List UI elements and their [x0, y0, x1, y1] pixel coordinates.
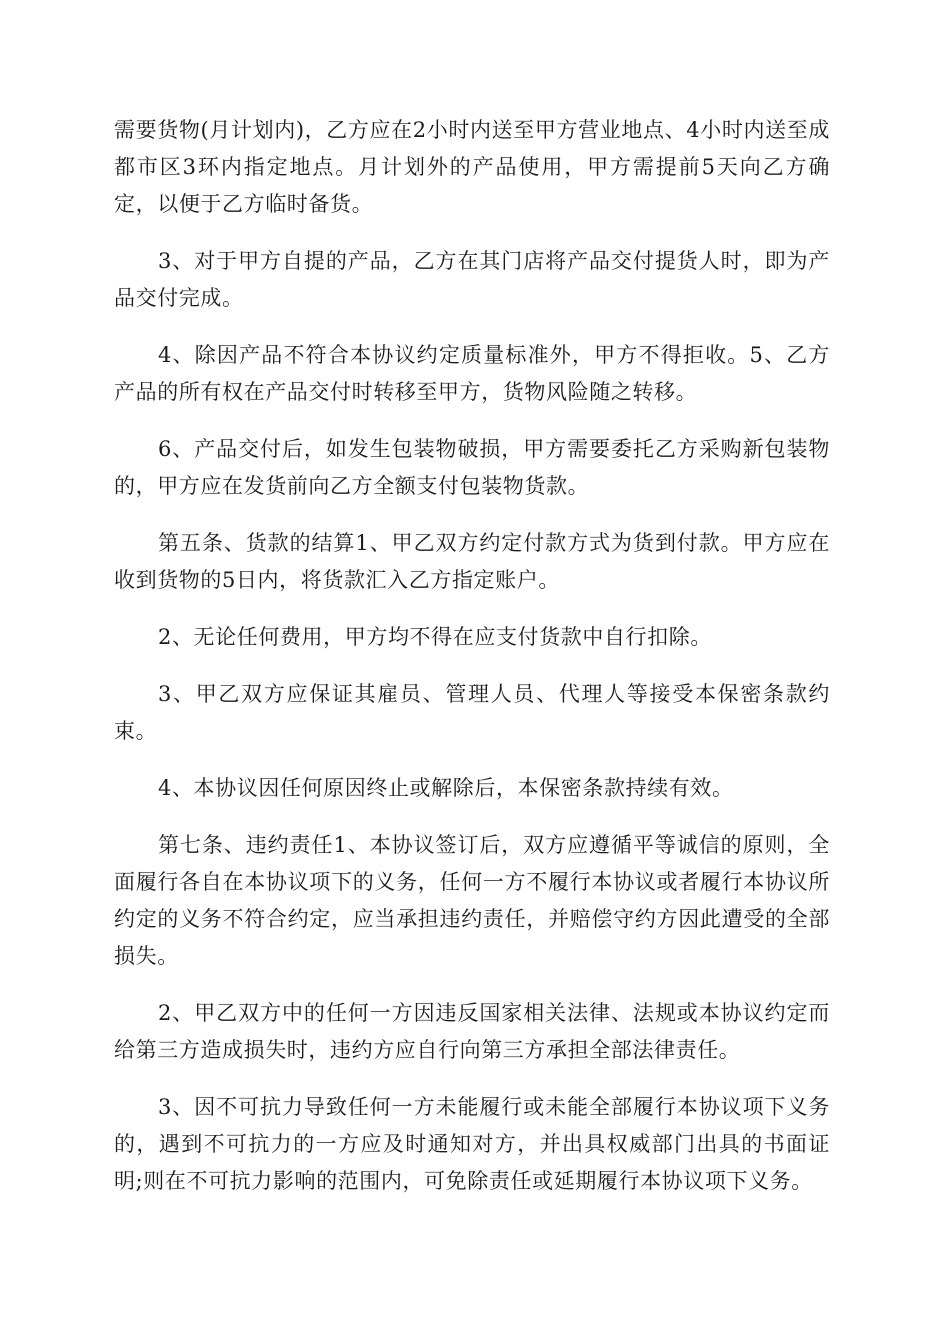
paragraph-1: 需要货物(月计划内)，乙方应在2小时内送至甲方营业地点、4小时内送至成都市区3环内指定地点。月计划外的产品使用，甲方需提前5天向乙方确定，以便于乙方临时备货。: [114, 118, 830, 216]
paragraph-10: 2、甲乙双方中的任何一方因违反国家相关法律、法规或本协议约定而给第三方造成损失时，违约方应自行向第三方承担全部法律责任。: [114, 1001, 830, 1062]
paragraph-8: 4、本协议因任何原因终止或解除后，本保密条款持续有效。: [158, 776, 734, 800]
paragraph-5: 第五条、货款的结算1、甲乙双方约定付款方式为货到付款。甲方应在收到货物的5日内，将货款汇入乙方指定账户。: [114, 531, 830, 592]
paragraph-4: 6、产品交付后，如发生包装物破损，甲方需要委托乙方采购新包装物的，甲方应在发货前向乙方全额支付包装物货款。: [114, 437, 830, 498]
paragraph-11: 3、因不可抗力导致任何一方未能履行或未能全部履行本协议项下义务的，遇到不可抗力的一方应及时通知对方，并出具权威部门出具的书面证明;则在不可抗力影响的范围内，可免除责任或延期履行本协议项下义务。: [114, 1095, 830, 1193]
paragraph-7: 3、甲乙双方应保证其雇员、管理人员、代理人等接受本保密条款约束。: [114, 682, 830, 743]
document-page: [114, 112, 830, 1220]
paragraph-6: 2、无论任何费用，甲方均不得在应支付货款中自行扣除。: [158, 625, 712, 649]
paragraph-3: 4、除因产品不符合本协议约定质量标准外，甲方不得拒收。5、乙方产品的所有权在产品交付时转移至甲方，货物风险随之转移。: [114, 343, 830, 404]
paragraph-2: 3、对于甲方自提的产品，乙方在其门店将产品交付提货人时，即为产品交付完成。: [114, 249, 830, 310]
paragraph-9: 第七条、违约责任1、本协议签订后，双方应遵循平等诚信的原则，全面履行各自在本协议项下的义务，任何一方不履行本协议或者履行本协议所约定的义务不符合约定，应当承担违约责任，并赔偿守约方因此遭受的全部损失。: [114, 833, 830, 968]
